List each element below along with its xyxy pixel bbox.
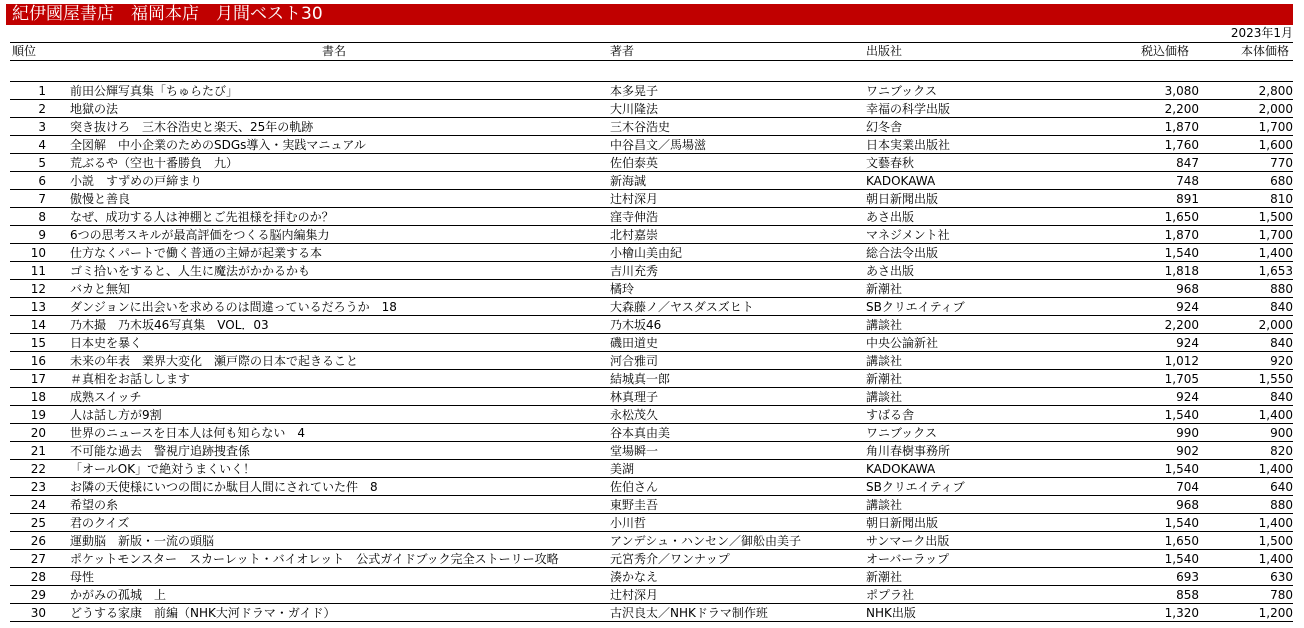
title-cell: かがみの孤城 上 (70, 587, 167, 602)
spacer-cell (10, 61, 1293, 82)
author-cell: 美湖 (610, 461, 635, 476)
rank-cell: 26 (30, 533, 46, 548)
price-tax-cell: 891 (1176, 191, 1199, 206)
author-cell: 磯田道史 (610, 335, 659, 350)
price-base-cell: 880 (1270, 281, 1293, 296)
author-cell: 橘玲 (610, 281, 635, 296)
rank-cell: 22 (30, 461, 46, 476)
column-header-price-base: 本体価格 (1240, 44, 1289, 58)
title-cell: 未来の年表 業界大変化 瀬戸際の日本で起きること (70, 353, 359, 368)
title-cell: ゴミ拾いをすると、人生に魔法がかかるかも (70, 263, 311, 278)
table-row (10, 478, 1293, 496)
author-cell: 佐伯さん (610, 479, 659, 494)
rank-cell: 20 (30, 425, 46, 440)
price-tax-cell: 968 (1176, 497, 1199, 512)
price-base-cell: 640 (1270, 479, 1293, 494)
publisher-cell: サンマーク出版 (866, 533, 950, 548)
title-cell: 6つの思考スキルが最高評価をつくる脳内編集力 (70, 227, 330, 242)
title-cell: 乃木撮 乃木坂46写真集 VOL．03 (70, 317, 269, 332)
author-cell: 湊かなえ (610, 569, 659, 584)
table-row (10, 604, 1293, 622)
publisher-cell: KADOKAWA (866, 461, 936, 476)
table-row (10, 352, 1293, 370)
author-cell: 小檜山美由紀 (610, 245, 683, 260)
rank-cell: 16 (30, 353, 46, 368)
title-cell: 成熟スイッチ (70, 389, 142, 404)
price-tax-cell: 1,320 (1164, 605, 1199, 620)
table-row (10, 226, 1293, 244)
bestseller-table (10, 42, 1293, 622)
title-cell: 希望の糸 (70, 497, 119, 512)
publisher-cell: ポプラ社 (866, 587, 915, 602)
publisher-cell: ワニブックス (866, 83, 938, 98)
title-cell: どうする家康 前編（NHK大河ドラマ・ガイド） (70, 605, 336, 620)
rank-cell: 24 (30, 497, 46, 512)
title-cell: 全図解 中小企業のためのSDGs導入・実践マニュアル (70, 137, 366, 152)
publisher-cell: 講談社 (866, 353, 903, 368)
price-tax-cell: 2,200 (1164, 101, 1199, 116)
price-tax-cell: 1,540 (1164, 245, 1199, 260)
price-base-cell: 900 (1270, 425, 1293, 440)
price-tax-cell: 1,540 (1164, 515, 1199, 530)
title-cell: 人は話し方が9割 (70, 407, 162, 422)
spacer-row (10, 61, 1293, 82)
publisher-cell: あさ出版 (866, 209, 915, 224)
title-cell: 不可能な過去 警視庁追跡捜査係 (70, 443, 251, 458)
price-tax-cell: 858 (1176, 587, 1199, 602)
publisher-cell: 新潮社 (866, 569, 903, 584)
price-tax-cell: 2,200 (1164, 317, 1199, 332)
title-cell: 仕方なくパートで働く普通の主婦が起業する本 (70, 245, 323, 260)
price-tax-cell: 1,540 (1164, 551, 1199, 566)
publisher-cell: すばる舎 (866, 407, 915, 422)
rank-cell: 17 (30, 371, 46, 386)
price-tax-cell: 1,012 (1164, 353, 1199, 368)
price-tax-cell: 693 (1176, 569, 1199, 584)
table-row (10, 514, 1293, 532)
rank-cell: 7 (38, 191, 46, 206)
rank-cell: 3 (38, 119, 46, 134)
rank-cell: 12 (30, 281, 46, 296)
table-row (10, 568, 1293, 586)
table-header (10, 43, 1293, 61)
author-cell: 東野圭吾 (610, 497, 659, 512)
price-base-cell: 840 (1270, 335, 1293, 350)
publisher-cell: あさ出版 (866, 263, 915, 278)
author-cell: 古沢良太／NHKドラマ制作班 (610, 605, 768, 620)
publisher-cell: SBクリエイティブ (866, 479, 965, 494)
price-tax-cell: 1,705 (1164, 371, 1199, 386)
publisher-cell: 幻冬舎 (866, 119, 903, 134)
author-cell: 堂場瞬一 (610, 443, 659, 458)
price-base-cell: 880 (1270, 497, 1293, 512)
price-base-cell: 810 (1270, 191, 1293, 206)
header-row (10, 43, 1293, 61)
price-base-cell: 1,550 (1258, 371, 1293, 386)
table-row (10, 100, 1293, 118)
price-base-cell: 1,400 (1258, 461, 1293, 476)
author-cell: 辻村深月 (610, 191, 659, 206)
rank-cell: 9 (38, 227, 46, 242)
author-cell: 三木谷浩史 (610, 119, 671, 134)
author-cell: アンデシュ・ハンセン／御舩由美子 (610, 533, 802, 548)
title-cell: 地獄の法 (70, 101, 119, 116)
publisher-cell: オーバーラップ (866, 551, 950, 566)
price-tax-cell: 990 (1176, 425, 1199, 440)
rank-cell: 11 (30, 263, 46, 278)
table-row (10, 388, 1293, 406)
column-header-rank: 順位 (12, 44, 37, 58)
title-cell: 荒ぶるや（空也十番勝負 九） (70, 155, 239, 170)
price-base-cell: 1,700 (1258, 119, 1293, 134)
price-tax-cell: 1,540 (1164, 461, 1199, 476)
author-cell: 谷本真由美 (610, 425, 671, 440)
price-tax-cell: 748 (1176, 173, 1199, 188)
author-cell: 乃木坂46 (610, 317, 662, 332)
rank-cell: 18 (30, 389, 46, 404)
rank-cell: 23 (30, 479, 46, 494)
author-cell: 吉川充秀 (610, 263, 659, 278)
price-tax-cell: 1,870 (1164, 227, 1199, 242)
column-header-price-tax: 税込価格 (1140, 44, 1189, 58)
price-base-cell: 1,500 (1258, 533, 1293, 548)
author-cell: 新海誠 (610, 173, 647, 188)
price-tax-cell: 1,760 (1164, 137, 1199, 152)
rank-cell: 6 (38, 173, 46, 188)
publisher-cell: 総合法令出版 (866, 245, 939, 260)
page-title-banner: 紀伊國屋書店 福岡本店 月間ベスト30 (6, 4, 1293, 25)
rank-cell: 10 (30, 245, 46, 260)
price-tax-cell: 1,650 (1164, 209, 1199, 224)
price-base-cell: 840 (1270, 389, 1293, 404)
price-base-cell: 2,000 (1258, 317, 1293, 332)
rank-cell: 8 (38, 209, 46, 224)
author-cell: 林真理子 (610, 389, 659, 404)
table-row (10, 424, 1293, 442)
price-tax-cell: 924 (1176, 299, 1199, 314)
publisher-cell: 講談社 (866, 317, 903, 332)
table-row (10, 550, 1293, 568)
price-base-cell: 630 (1270, 569, 1293, 584)
title-cell: 世界のニュースを日本人は何も知らない 4 (70, 425, 306, 440)
title-cell: ＃真相をお話しします (70, 371, 191, 386)
table-row (10, 460, 1293, 478)
author-cell: 小川哲 (610, 515, 647, 530)
table-row (10, 316, 1293, 334)
author-cell: 結城真一郎 (610, 371, 671, 386)
table-row (10, 406, 1293, 424)
price-base-cell: 1,200 (1258, 605, 1293, 620)
price-tax-cell: 902 (1176, 443, 1199, 458)
price-base-cell: 1,400 (1258, 551, 1293, 566)
price-tax-cell: 924 (1176, 335, 1199, 350)
price-base-cell: 920 (1270, 353, 1293, 368)
rank-cell: 28 (30, 569, 46, 584)
price-base-cell: 1,400 (1258, 515, 1293, 530)
title-cell: ダンジョンに出会いを求めるのは間違っているだろうか 18 (70, 299, 397, 314)
price-base-cell: 1,400 (1258, 245, 1293, 260)
price-base-cell: 1,653 (1258, 263, 1293, 278)
title-cell: 日本史を暴く (70, 335, 143, 350)
publisher-cell: 朝日新聞出版 (866, 191, 939, 206)
publisher-cell: 朝日新聞出版 (866, 515, 939, 530)
table-row (10, 442, 1293, 460)
price-tax-cell: 1,650 (1164, 533, 1199, 548)
author-cell: 大森藤ノ／ヤスダスズヒト (610, 299, 754, 314)
title-cell: 前田公輝写真集「ちゅらたび」 (70, 83, 239, 98)
table-row (10, 136, 1293, 154)
publisher-cell: マネジメント社 (866, 227, 950, 242)
rank-cell: 2 (38, 101, 46, 116)
price-base-cell: 1,700 (1258, 227, 1293, 242)
author-cell: 元宮秀介／ワンナップ (610, 551, 730, 566)
title-cell: 傲慢と善良 (70, 191, 131, 206)
price-tax-cell: 3,080 (1164, 83, 1199, 98)
table-row (10, 208, 1293, 226)
title-cell: 運動脳 新版・一流の頭脳 (70, 533, 215, 548)
price-base-cell: 840 (1270, 299, 1293, 314)
table-row (10, 298, 1293, 316)
rank-cell: 27 (30, 551, 46, 566)
title-cell: お隣の天使様にいつの間にか駄目人間にされていた件 8 (70, 479, 378, 494)
rank-cell: 19 (30, 407, 46, 422)
author-cell: 辻村深月 (610, 587, 659, 602)
author-cell: 河合雅司 (610, 353, 659, 368)
publisher-cell: 幸福の科学出版 (866, 101, 951, 116)
title-cell: 小説 すずめの戸締まり (70, 173, 203, 188)
table-row (10, 532, 1293, 550)
table-row (10, 190, 1293, 208)
price-tax-cell: 1,540 (1164, 407, 1199, 422)
rank-cell: 13 (30, 299, 46, 314)
rank-cell: 21 (30, 443, 46, 458)
publisher-cell: SBクリエイティブ (866, 299, 965, 314)
rank-cell: 29 (30, 587, 46, 602)
publisher-cell: 文藝春秋 (866, 155, 915, 170)
column-header-author: 著者 (610, 44, 635, 58)
rank-cell: 25 (30, 515, 46, 530)
rank-cell: 5 (38, 155, 46, 170)
table-row (10, 370, 1293, 388)
table-row (10, 280, 1293, 298)
table-row (10, 262, 1293, 280)
publisher-cell: NHK出版 (866, 605, 916, 620)
rank-cell: 4 (38, 137, 46, 152)
price-base-cell: 1,500 (1258, 209, 1293, 224)
rank-cell: 30 (30, 605, 46, 620)
table-row (10, 154, 1293, 172)
rank-cell: 14 (30, 317, 46, 332)
price-tax-cell: 924 (1176, 389, 1199, 404)
title-cell: バカと無知 (70, 281, 131, 296)
price-base-cell: 2,800 (1258, 83, 1293, 98)
table-row (10, 334, 1293, 352)
title-cell: なぜ、成功する人は神棚とご先祖様を拝むのか？ (70, 209, 334, 224)
title-cell: ポケットモンスター スカーレット・バイオレット 公式ガイドブック完全ストーリー攻略 (70, 551, 559, 566)
author-cell: 中谷昌文／馬場滋 (610, 137, 707, 152)
price-base-cell: 770 (1270, 155, 1293, 170)
price-tax-cell: 968 (1176, 281, 1199, 296)
table-row (10, 586, 1293, 604)
table-row (10, 172, 1293, 190)
column-header-title: 書名 (321, 44, 346, 58)
publisher-cell: 中央公論新社 (866, 335, 939, 350)
table-body (10, 61, 1293, 622)
column-header-publisher: 出版社 (866, 44, 903, 58)
publisher-cell: 新潮社 (866, 371, 903, 386)
author-cell: 窪寺伸浩 (610, 209, 659, 224)
price-base-cell: 680 (1270, 173, 1293, 188)
rank-cell: 15 (30, 335, 46, 350)
title-cell: 「オールOK」で絶対うまくいく！ (70, 461, 256, 476)
author-cell: 大川隆法 (610, 101, 659, 116)
title-cell: 母性 (70, 569, 95, 584)
title-cell: 突き抜けろ 三木谷浩史と楽天、25年の軌跡 (70, 119, 314, 134)
price-base-cell: 1,600 (1258, 137, 1293, 152)
rank-cell: 1 (38, 83, 46, 98)
publisher-cell: 講談社 (866, 497, 903, 512)
publisher-cell: KADOKAWA (866, 173, 936, 188)
price-base-cell: 820 (1270, 443, 1293, 458)
publisher-cell: 角川春樹事務所 (866, 443, 951, 458)
table-row (10, 118, 1293, 136)
author-cell: 北村嘉崇 (610, 227, 659, 242)
price-base-cell: 1,400 (1258, 407, 1293, 422)
price-tax-cell: 704 (1176, 479, 1199, 494)
publisher-cell: 講談社 (866, 389, 903, 404)
publisher-cell: 新潮社 (866, 281, 903, 296)
period-label: 2023年1月 (1230, 26, 1293, 40)
table-row (10, 244, 1293, 262)
author-cell: 佐伯泰英 (610, 155, 659, 170)
table-row (10, 82, 1293, 100)
price-base-cell: 2,000 (1258, 101, 1293, 116)
publisher-cell: 日本実業出版社 (866, 137, 951, 152)
publisher-cell: ワニブックス (866, 425, 938, 440)
author-cell: 永松茂久 (610, 407, 659, 422)
price-tax-cell: 847 (1176, 155, 1199, 170)
price-base-cell: 780 (1270, 587, 1293, 602)
title-cell: 君のクイズ (70, 515, 130, 530)
price-tax-cell: 1,870 (1164, 119, 1199, 134)
author-cell: 本多晃子 (610, 83, 659, 98)
table-row (10, 496, 1293, 514)
price-tax-cell: 1,818 (1164, 263, 1199, 278)
